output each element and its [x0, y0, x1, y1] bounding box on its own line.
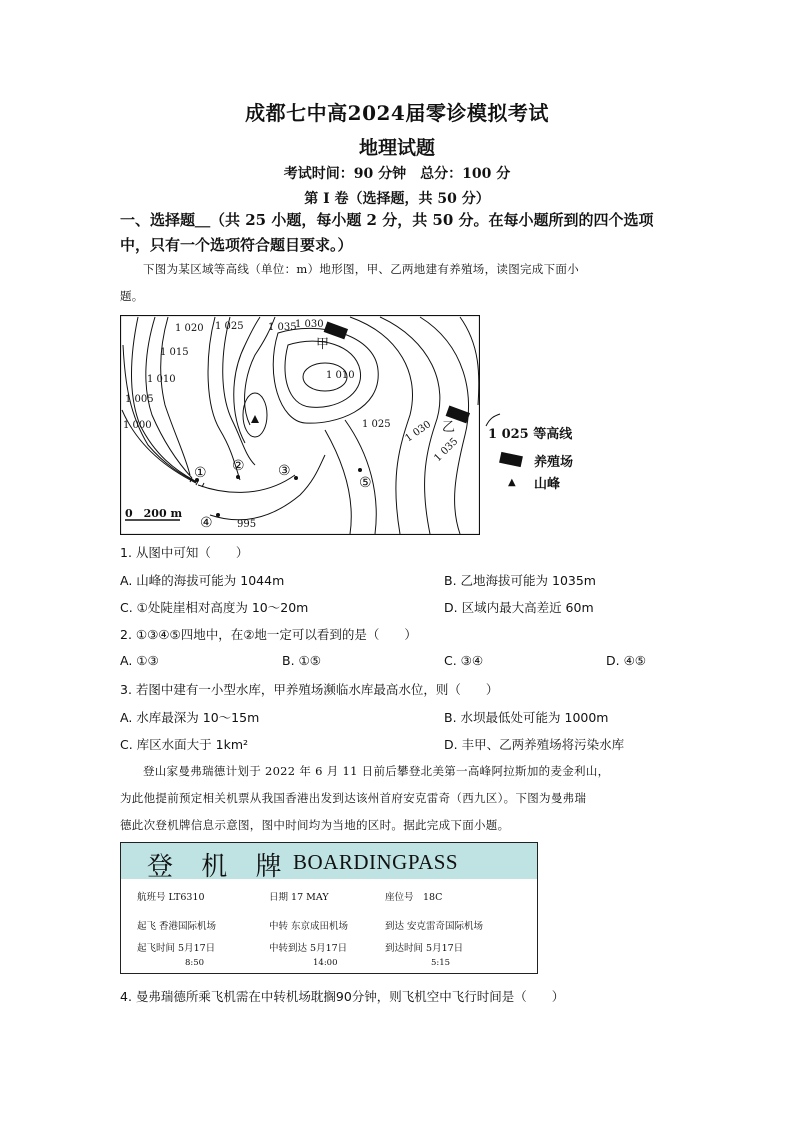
departure-time: 8:50 [185, 958, 205, 968]
contour-label: 1 030 [403, 419, 434, 445]
question-2-stem: 2. ①③④⑤四地中，在②地一定可以看到的是（ ） [120, 627, 417, 642]
passage-1-line1: 下图为某区域等高线（单位：m）地形图，甲、乙两地建有养殖场，读图完成下面小 [143, 262, 579, 276]
flight-number: 航班号 LT6310 [137, 892, 205, 903]
contour-label: 1 000 [123, 420, 152, 431]
label-yi: 乙 [442, 420, 456, 435]
label-point-1: ① [194, 465, 207, 481]
question-2-option-b[interactable]: B. ①⑤ [282, 653, 321, 668]
scale-bar [125, 507, 182, 520]
question-3-option-d[interactable]: D. 丰甲、乙两养殖场将污染水库 [444, 737, 625, 752]
flight-date: 日期 17 MAY [269, 892, 329, 903]
departure-time-label: 起飞时间 5月17日 [137, 943, 216, 954]
label-point-5: ⑤ [359, 475, 372, 491]
legend-farm-icon [499, 452, 523, 467]
passage-2-line2: 为此他提前预定相关机票从我国香港出发到达该州首府安克雷奇（西九区）。下图为曼弗瑞 [120, 791, 587, 805]
contour-label: 1 025 [362, 419, 391, 430]
contour-map [120, 315, 480, 535]
legend-peak-label: 山峰 [534, 477, 561, 492]
scale-label: 0 200 m [125, 507, 183, 520]
question-1-option-a[interactable]: A. 山峰的海拔可能为 1044m [120, 573, 285, 588]
passage-2-line3: 德此次登机牌信息示意图，图中时间均为当地的区时。据此完成下面小题。 [120, 818, 510, 832]
contour-label: 1 035 [268, 322, 297, 333]
legend-peak-icon: ▲ [508, 477, 516, 488]
contour-label: 1 005 [125, 394, 154, 405]
label-point-2: ② [232, 458, 245, 474]
passage-1 [120, 256, 680, 310]
legend-contour-line-icon [484, 413, 502, 427]
boarding-pass-header [121, 843, 537, 882]
transfer-time-label: 中转到达 5月17日 [269, 943, 348, 954]
arrival-time-label: 到达时间 5月17日 [385, 943, 464, 954]
point-2-dot [236, 475, 240, 479]
transfer-time: 14:00 [313, 958, 338, 968]
question-1-option-b[interactable]: B. 乙地海拔可能为 1035m [444, 573, 596, 588]
question-1-option-d[interactable]: D. 区域内最大高差近 60m [444, 600, 594, 615]
passage-2-line1: 登山家曼弗瑞德计划于 2022 年 6 月 11 日前后攀登北美第一高峰阿拉斯加的麦金利山， [143, 764, 610, 778]
legend-contour-value: 1 025 [488, 427, 529, 442]
contour-label: 995 [237, 519, 257, 530]
question-2-option-d[interactable]: D. ④⑤ [606, 653, 646, 668]
volume-heading: 第 I 卷（选择题，共 50 分） [304, 191, 490, 207]
transfer-airport: 中转 东京成田机场 [269, 921, 349, 932]
question-3-stem: 3. 若图中建有一小型水库，甲养殖场濒临水库最高水位，则（ ） [120, 682, 499, 697]
contour-label: 1 035 [432, 436, 461, 465]
point-5-dot [358, 468, 362, 472]
passage-2 [120, 758, 680, 839]
contour-label: 1 010 [326, 370, 355, 381]
seat-number: 座位号 18C [385, 892, 443, 903]
label-jia: 甲 [316, 337, 330, 352]
contour-label: 1 020 [175, 323, 204, 334]
question-3-option-c[interactable]: C. 库区水面大于 1km² [120, 737, 249, 752]
section-heading [120, 208, 680, 258]
question-2-option-a[interactable]: A. ①③ [120, 653, 159, 668]
question-4-stem: 4. 曼弗瑞德所乘飞机需在中转机场耽搁90分钟，则飞机空中飞行时间是（ ） [120, 989, 565, 1004]
question-1-option-c[interactable]: C. ①处陡崖相对高度为 10～20m [120, 600, 309, 615]
exam-title: 成都七中高2024届零诊模拟考试 [245, 101, 549, 125]
exam-subtitle: 地理试题 [358, 137, 435, 159]
question-3-option-a[interactable]: A. 水库最深为 10～15m [120, 710, 260, 725]
exam-time-score: 考试时间：90 分钟 总分：100 分 [283, 166, 511, 182]
point-3-dot [294, 476, 298, 480]
arrival-airport: 到达 安克雷奇国际机场 [385, 921, 484, 932]
question-3-option-b[interactable]: B. 水坝最低处可能为 1000m [444, 710, 609, 725]
question-2-option-c[interactable]: C. ③④ [444, 653, 484, 668]
contour-label: 1 010 [147, 374, 176, 385]
boarding-pass-title-en: BOARDINGPASS [293, 850, 459, 874]
legend-contour-label: 等高线 [533, 427, 573, 442]
departure-airport: 起飞 香港国际机场 [137, 921, 217, 932]
question-1-stem: 1. 从图中可知（ ） [120, 545, 249, 560]
contour-label: 1 015 [160, 347, 189, 358]
contour-label: 1 030 [295, 319, 324, 330]
contour-label: 1 025 [215, 321, 244, 332]
section-heading-line1: 一、选择题＿（共 25 小题，每小题 2 分，共 50 分。在每小题所到的四个选项 [120, 211, 654, 229]
label-point-3: ③ [278, 463, 291, 479]
passage-1-line2: 题。 [120, 289, 144, 303]
label-point-4: ④ [200, 515, 213, 531]
boarding-pass-title-cn: 登 机 牌 [147, 852, 292, 882]
arrival-time: 5:15 [431, 958, 451, 968]
boarding-pass [120, 842, 538, 974]
legend-farm-label: 养殖场 [534, 455, 574, 470]
section-heading-line2: 中，只有一个选项符合题目要求。） [120, 236, 353, 254]
point-4-dot [216, 513, 220, 517]
